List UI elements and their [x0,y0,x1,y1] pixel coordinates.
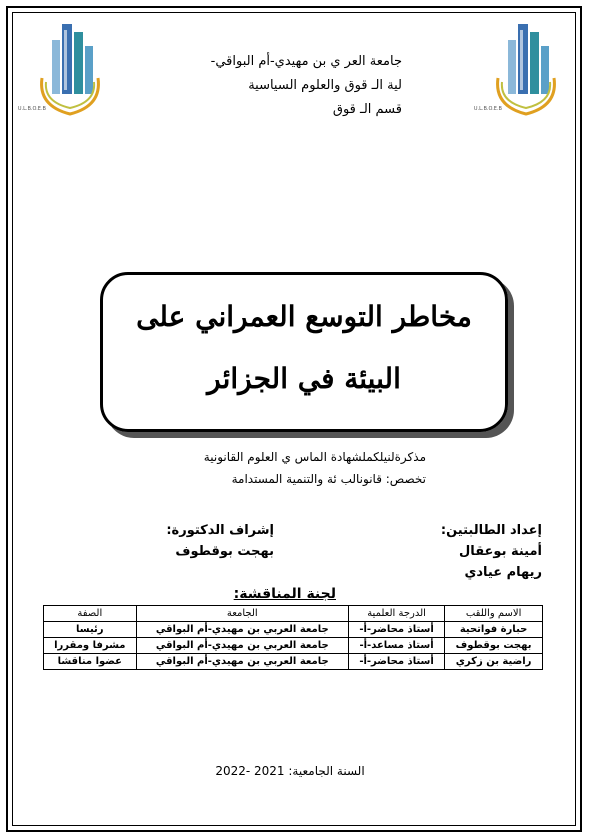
table-cell: أستاذ محاضر-أ- [348,654,444,670]
supervisor-name: بهجت بوقطوف [175,544,274,559]
table-cell: عضوا مناقشا [44,654,137,670]
thesis-title-line-2: البيئة في الجزائر [207,362,401,395]
memo-description [126,446,426,490]
table-row [44,622,543,638]
table-cell: راضية بن زكري [445,654,543,670]
academic-year: السنة الجامعية: 2021 -2022 [215,764,365,778]
university-logo-left [17,18,110,126]
table-row [44,654,543,670]
table-cell: بهجت بوقطوف [445,638,543,654]
faculty-name: لية الـ قوق والعلوم السياسية [248,78,402,93]
table-cell: رئيسا [44,622,137,638]
degree-line: مذكرةلنيلكملشهادة الماس ي العلوم القانونية [203,450,426,464]
students-heading: إعداد الطالبتين: [440,523,542,538]
table-cell: جامعة العربي بن مهيدي-أم البواقي [136,638,348,654]
svg-text:U.L.B.O.E.B: U.L.B.O.E.B [17,106,46,112]
column-header: الجامعة [136,606,348,622]
department-name: قسم الـ قوق [332,102,402,117]
student-name: أمينة بوعقال [459,544,542,559]
supervisor-section [114,520,274,562]
university-logo-right [473,18,566,126]
svg-text:U.L.B.O.E.B: U.L.B.O.E.B [473,106,502,112]
thesis-title-box [100,272,508,432]
table-header-row [44,606,543,622]
table-cell: أستاذ مساعد-أ- [348,638,444,654]
table-cell: حبارة فواتحية [445,622,543,638]
column-header: الدرجة العلمية [348,606,444,622]
table-cell: جامعة العربي بن مهيدي-أم البواقي [136,622,348,638]
supervisor-heading: إشراف الدكتورة: [166,523,274,538]
committee-title: لجنة المناقشة: [233,586,336,602]
column-header: الصفة [44,606,137,622]
students-section [382,520,542,583]
university-name: جامعة العر ي بن مهيدي-أم البواقي- [210,54,402,69]
table-cell: أستاذ محاضر-أ- [348,622,444,638]
column-header: الاسم واللقب [445,606,543,622]
university-header [142,50,402,122]
student-name: ريهام عيادي [464,565,542,580]
thesis-title-line-1: مخاطر التوسع العمراني على [136,300,472,333]
table-cell: مشرفا ومقررا [44,638,137,654]
specialty-line: تخصص: قانونالب ئة والتنمية المستدامة [231,472,426,486]
table-cell: جامعة العربي بن مهيدي-أم البواقي [136,654,348,670]
table-row [44,638,543,654]
committee-table [43,605,543,670]
